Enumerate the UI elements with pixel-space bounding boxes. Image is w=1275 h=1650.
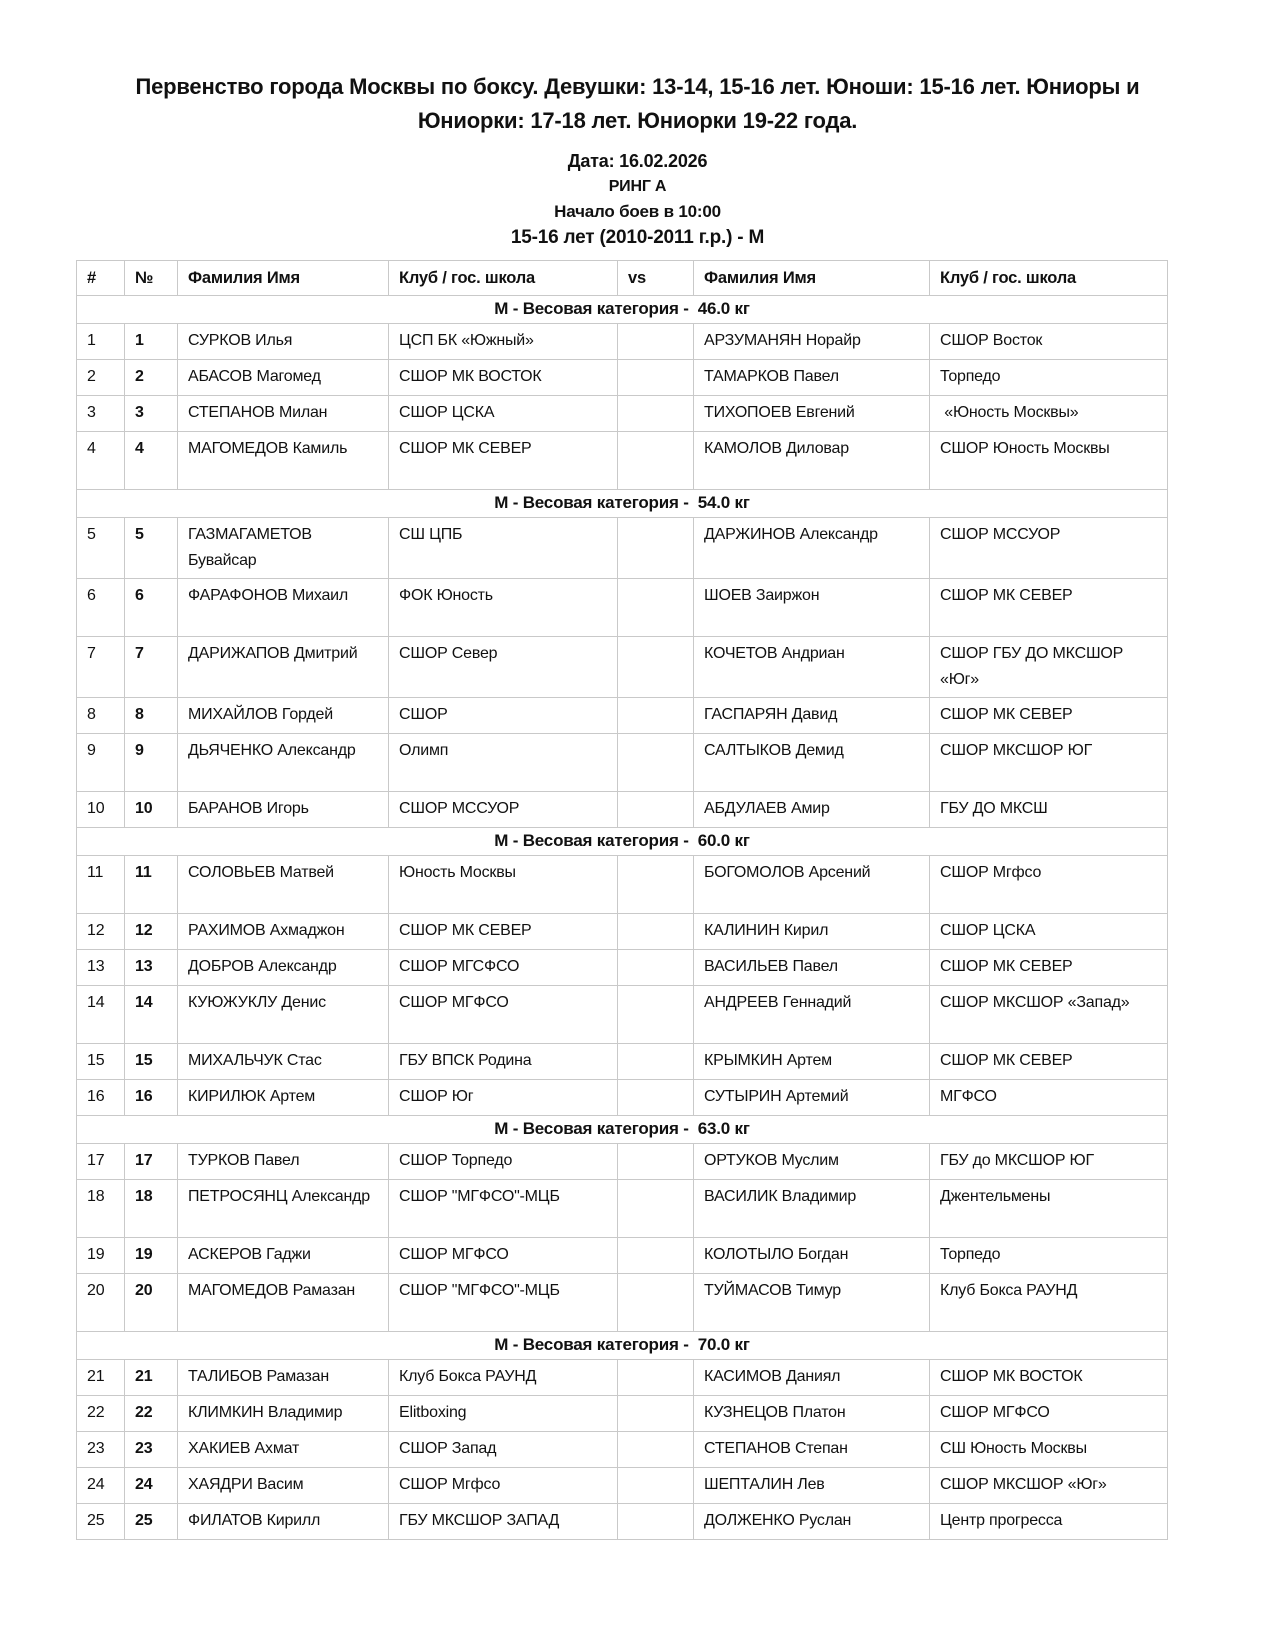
- blue-boxer-club: Джентельмены: [930, 1180, 1168, 1238]
- blue-boxer-name: КАЛИНИН Кирил: [694, 914, 930, 950]
- bout-row: [77, 1044, 1168, 1080]
- bout-number-cell: 1: [125, 324, 178, 360]
- bout-row: [77, 986, 1168, 1044]
- vs-cell: [618, 950, 694, 986]
- blue-boxer-club: СШОР МК СЕВЕР: [930, 950, 1168, 986]
- red-boxer-club: Elitboxing: [389, 1396, 618, 1432]
- vs-cell: [618, 1432, 694, 1468]
- bout-order-cell: 9: [77, 734, 125, 792]
- bout-number-cell: 17: [125, 1144, 178, 1180]
- bout-order-cell: 17: [77, 1144, 125, 1180]
- red-boxer-club: СШОР "МГФСО"-МЦБ: [389, 1180, 618, 1238]
- blue-boxer-club: ГБУ ДО МКСШ: [930, 792, 1168, 828]
- bout-order-cell: 4: [77, 432, 125, 490]
- red-boxer-club: СШОР МК СЕВЕР: [389, 432, 618, 490]
- blue-boxer-club: СШОР ГБУ ДО МКСШОР «Юг»: [930, 637, 1168, 698]
- bout-order-cell: 22: [77, 1396, 125, 1432]
- bout-number-cell: 14: [125, 986, 178, 1044]
- start-time-line: Начало боев в 10:00: [554, 202, 721, 221]
- blue-boxer-club: СШОР МК СЕВЕР: [930, 1044, 1168, 1080]
- bout-row: [77, 396, 1168, 432]
- vs-cell: [618, 324, 694, 360]
- bout-number-cell: 9: [125, 734, 178, 792]
- red-boxer-club: ФОК Юность: [389, 579, 618, 637]
- vs-cell: [618, 1396, 694, 1432]
- blue-boxer-name: ВАСИЛЬЕВ Павел: [694, 950, 930, 986]
- bout-row: [77, 637, 1168, 698]
- bout-number-cell: 12: [125, 914, 178, 950]
- blue-boxer-club: СШОР МК СЕВЕР: [930, 579, 1168, 637]
- red-boxer-club: СШОР МГСФСО: [389, 950, 618, 986]
- blue-boxer-name: АБДУЛАЕВ Амир: [694, 792, 930, 828]
- bout-row: [77, 579, 1168, 637]
- blue-boxer-name: КАСИМОВ Даниял: [694, 1360, 930, 1396]
- blue-boxer-club: СШОР МКСШОР ЮГ: [930, 734, 1168, 792]
- vs-cell: [618, 432, 694, 490]
- bout-row: [77, 1432, 1168, 1468]
- bout-number-cell: 22: [125, 1396, 178, 1432]
- bout-row: [77, 1360, 1168, 1396]
- bout-number-cell: 4: [125, 432, 178, 490]
- blue-boxer-name: КОЧЕТОВ Андриан: [694, 637, 930, 698]
- bout-order-cell: 8: [77, 698, 125, 734]
- blue-boxer-club: МГФСО: [930, 1080, 1168, 1116]
- bout-order-cell: 16: [77, 1080, 125, 1116]
- bout-number-cell: 5: [125, 518, 178, 579]
- bout-row: [77, 1080, 1168, 1116]
- red-boxer-club: СШОР Юг: [389, 1080, 618, 1116]
- document-header: [0, 70, 1275, 252]
- blue-boxer-name: КУЗНЕЦОВ Платон: [694, 1396, 930, 1432]
- blue-boxer-club: СШОР Юность Москвы: [930, 432, 1168, 490]
- bout-order-cell: 12: [77, 914, 125, 950]
- vs-cell: [618, 637, 694, 698]
- bout-number-cell: 15: [125, 1044, 178, 1080]
- vs-cell: [618, 1468, 694, 1504]
- red-boxer-name: МАГОМЕДОВ Камиль: [178, 432, 389, 490]
- bout-row: [77, 1144, 1168, 1180]
- bout-row: [77, 1396, 1168, 1432]
- weight-category-row: [77, 1332, 1168, 1360]
- blue-boxer-club: «Юность Москвы»: [930, 396, 1168, 432]
- bout-number-cell: 3: [125, 396, 178, 432]
- red-boxer-name: БАРАНОВ Игорь: [178, 792, 389, 828]
- date-line: Дата: 16.02.2026: [567, 151, 708, 171]
- bout-row: [77, 1180, 1168, 1238]
- bout-order-cell: 18: [77, 1180, 125, 1238]
- weight-category-row: [77, 296, 1168, 324]
- bout-number-cell: 6: [125, 579, 178, 637]
- vs-cell: [618, 914, 694, 950]
- red-boxer-name: СУРКОВ Илья: [178, 324, 389, 360]
- blue-boxer-name: ДОЛЖЕНКО Руслан: [694, 1504, 930, 1540]
- vs-cell: [618, 856, 694, 914]
- weight-category-row: [77, 490, 1168, 518]
- bout-number-cell: 8: [125, 698, 178, 734]
- col-header-order: #: [77, 261, 125, 296]
- red-boxer-name: ХАКИЕВ Ахмат: [178, 1432, 389, 1468]
- red-boxer-club: СШОР: [389, 698, 618, 734]
- red-boxer-club: СШОР МК СЕВЕР: [389, 914, 618, 950]
- col-header-number: №: [125, 261, 178, 296]
- vs-cell: [618, 1180, 694, 1238]
- bout-row: [77, 1468, 1168, 1504]
- weight-category-label: М - Весовая категория - 63.0 кг: [77, 1116, 1168, 1144]
- red-boxer-name: МИХАЙЛОВ Гордей: [178, 698, 389, 734]
- weight-category-label: М - Весовая категория - 70.0 кг: [77, 1332, 1168, 1360]
- bout-order-cell: 7: [77, 637, 125, 698]
- blue-boxer-club: Клуб Бокса РАУНД: [930, 1274, 1168, 1332]
- bout-number-cell: 21: [125, 1360, 178, 1396]
- col-header-red-name: Фамилия Имя: [178, 261, 389, 296]
- vs-cell: [618, 396, 694, 432]
- blue-boxer-name: КОЛОТЫЛО Богдан: [694, 1238, 930, 1274]
- blue-boxer-name: СУТЫРИН Артемий: [694, 1080, 930, 1116]
- red-boxer-name: КУЮЖУКЛУ Денис: [178, 986, 389, 1044]
- bout-order-cell: 14: [77, 986, 125, 1044]
- blue-boxer-name: ТАМАРКОВ Павел: [694, 360, 930, 396]
- red-boxer-name: ТАЛИБОВ Рамазан: [178, 1360, 389, 1396]
- red-boxer-club: Олимп: [389, 734, 618, 792]
- blue-boxer-name: КАМОЛОВ Диловар: [694, 432, 930, 490]
- bout-number-cell: 25: [125, 1504, 178, 1540]
- bout-order-cell: 1: [77, 324, 125, 360]
- blue-boxer-club: СШОР ЦСКА: [930, 914, 1168, 950]
- bout-row: [77, 1274, 1168, 1332]
- vs-cell: [618, 986, 694, 1044]
- blue-boxer-name: ВАСИЛИК Владимир: [694, 1180, 930, 1238]
- red-boxer-club: СШОР МССУОР: [389, 792, 618, 828]
- bout-row: [77, 698, 1168, 734]
- red-boxer-name: ДЬЯЧЕНКО Александр: [178, 734, 389, 792]
- bout-number-cell: 18: [125, 1180, 178, 1238]
- red-boxer-club: ГБУ МКСШОР ЗАПАД: [389, 1504, 618, 1540]
- red-boxer-name: АСКЕРОВ Гаджи: [178, 1238, 389, 1274]
- bout-order-cell: 5: [77, 518, 125, 579]
- vs-cell: [618, 360, 694, 396]
- blue-boxer-name: ДАРЖИНОВ Александр: [694, 518, 930, 579]
- page-title: Первенство города Москвы по боксу. Девушки: 13-14, 15-16 лет. Юноши: 15-16 лет. Юниоры и Юниорки: 17-18 лет. Юниорки 19-22 года.: [135, 74, 1140, 133]
- bout-number-cell: 7: [125, 637, 178, 698]
- bout-row: [77, 432, 1168, 490]
- red-boxer-name: ГАЗМАГАМЕТОВ Бувайсар: [178, 518, 389, 579]
- red-boxer-club: ЦСП БК «Южный»: [389, 324, 618, 360]
- red-boxer-club: СШОР "МГФСО"-МЦБ: [389, 1274, 618, 1332]
- vs-cell: [618, 792, 694, 828]
- blue-boxer-club: ГБУ до МКСШОР ЮГ: [930, 1144, 1168, 1180]
- red-boxer-name: СОЛОВЬЕВ Матвей: [178, 856, 389, 914]
- table-header-row: [77, 261, 1168, 296]
- blue-boxer-name: ГАСПАРЯН Давид: [694, 698, 930, 734]
- bout-order-cell: 25: [77, 1504, 125, 1540]
- vs-cell: [618, 579, 694, 637]
- red-boxer-club: Юность Москвы: [389, 856, 618, 914]
- bout-order-cell: 3: [77, 396, 125, 432]
- blue-boxer-name: БОГОМОЛОВ Арсений: [694, 856, 930, 914]
- bout-order-cell: 10: [77, 792, 125, 828]
- blue-boxer-name: КРЫМКИН Артем: [694, 1044, 930, 1080]
- bout-number-cell: 16: [125, 1080, 178, 1116]
- blue-boxer-club: СШОР Восток: [930, 324, 1168, 360]
- bout-order-cell: 19: [77, 1238, 125, 1274]
- blue-boxer-name: АРЗУМАНЯН Норайр: [694, 324, 930, 360]
- red-boxer-name: ПЕТРОСЯНЦ Александр: [178, 1180, 389, 1238]
- bout-row: [77, 792, 1168, 828]
- blue-boxer-name: АНДРЕЕВ Геннадий: [694, 986, 930, 1044]
- bout-number-cell: 10: [125, 792, 178, 828]
- bout-row: [77, 324, 1168, 360]
- red-boxer-name: ДОБРОВ Александр: [178, 950, 389, 986]
- bout-number-cell: 2: [125, 360, 178, 396]
- red-boxer-club: СШ ЦПБ: [389, 518, 618, 579]
- bout-number-cell: 19: [125, 1238, 178, 1274]
- red-boxer-club: Клуб Бокса РАУНД: [389, 1360, 618, 1396]
- weight-category-label: М - Весовая категория - 46.0 кг: [77, 296, 1168, 324]
- bout-number-cell: 23: [125, 1432, 178, 1468]
- bout-row: [77, 914, 1168, 950]
- bout-row: [77, 856, 1168, 914]
- weight-category-label: М - Весовая категория - 60.0 кг: [77, 828, 1168, 856]
- bout-row: [77, 734, 1168, 792]
- bout-row: [77, 360, 1168, 396]
- vs-cell: [618, 1274, 694, 1332]
- red-boxer-club: СШОР Север: [389, 637, 618, 698]
- red-boxer-name: РАХИМОВ Ахмаджон: [178, 914, 389, 950]
- red-boxer-club: ГБУ ВПСК Родина: [389, 1044, 618, 1080]
- blue-boxer-club: Центр прогресса: [930, 1504, 1168, 1540]
- bout-order-cell: 11: [77, 856, 125, 914]
- blue-boxer-club: СШОР МК СЕВЕР: [930, 698, 1168, 734]
- bout-order-cell: 15: [77, 1044, 125, 1080]
- red-boxer-name: ФАРАФОНОВ Михаил: [178, 579, 389, 637]
- red-boxer-club: СШОР МК ВОСТОК: [389, 360, 618, 396]
- bout-order-cell: 2: [77, 360, 125, 396]
- red-boxer-name: КИРИЛЮК Артем: [178, 1080, 389, 1116]
- red-boxer-club: СШОР Торпедо: [389, 1144, 618, 1180]
- col-header-blue-name: Фамилия Имя: [694, 261, 930, 296]
- red-boxer-name: КЛИМКИН Владимир: [178, 1396, 389, 1432]
- bout-order-cell: 21: [77, 1360, 125, 1396]
- bout-order-cell: 23: [77, 1432, 125, 1468]
- col-header-blue-club: Клуб / гос. школа: [930, 261, 1168, 296]
- bout-number-cell: 24: [125, 1468, 178, 1504]
- blue-boxer-name: СТЕПАНОВ Степан: [694, 1432, 930, 1468]
- weight-category-row: [77, 828, 1168, 856]
- blue-boxer-club: СШОР МК ВОСТОК: [930, 1360, 1168, 1396]
- vs-cell: [618, 734, 694, 792]
- red-boxer-name: МИХАЛЬЧУК Стас: [178, 1044, 389, 1080]
- red-boxer-name: ТУРКОВ Павел: [178, 1144, 389, 1180]
- blue-boxer-club: СШОР МГФСО: [930, 1396, 1168, 1432]
- col-header-red-club: Клуб / гос. школа: [389, 261, 618, 296]
- weight-category-row: [77, 1116, 1168, 1144]
- blue-boxer-club: Торпедо: [930, 360, 1168, 396]
- red-boxer-name: МАГОМЕДОВ Рамазан: [178, 1274, 389, 1332]
- bout-order-cell: 24: [77, 1468, 125, 1504]
- blue-boxer-name: ШОЕВ Заиржон: [694, 579, 930, 637]
- blue-boxer-club: СШОР МССУОР: [930, 518, 1168, 579]
- bout-number-cell: 13: [125, 950, 178, 986]
- blue-boxer-club: СШОР Мгфсо: [930, 856, 1168, 914]
- col-header-vs: vs: [618, 261, 694, 296]
- age-category-line: 15-16 лет (2010-2011 г.р.) - М: [510, 227, 765, 248]
- red-boxer-name: ДАРИЖАПОВ Дмитрий: [178, 637, 389, 698]
- blue-boxer-club: Торпедо: [930, 1238, 1168, 1274]
- red-boxer-name: СТЕПАНОВ Милан: [178, 396, 389, 432]
- red-boxer-name: ФИЛАТОВ Кирилл: [178, 1504, 389, 1540]
- red-boxer-name: ХАЯДРИ Васим: [178, 1468, 389, 1504]
- vs-cell: [618, 1080, 694, 1116]
- blue-boxer-club: СШОР МКСШОР «Запад»: [930, 986, 1168, 1044]
- bout-row: [77, 1504, 1168, 1540]
- vs-cell: [618, 1144, 694, 1180]
- vs-cell: [618, 518, 694, 579]
- bout-order-cell: 13: [77, 950, 125, 986]
- bout-order-cell: 6: [77, 579, 125, 637]
- bout-row: [77, 518, 1168, 579]
- vs-cell: [618, 1044, 694, 1080]
- pairings-table: [76, 260, 1168, 1540]
- blue-boxer-name: САЛТЫКОВ Демид: [694, 734, 930, 792]
- red-boxer-club: СШОР МГФСО: [389, 1238, 618, 1274]
- bout-row: [77, 1238, 1168, 1274]
- blue-boxer-name: ТУЙМАСОВ Тимур: [694, 1274, 930, 1332]
- table-body: [77, 296, 1168, 1540]
- vs-cell: [618, 1360, 694, 1396]
- vs-cell: [618, 1504, 694, 1540]
- blue-boxer-club: СШОР МКСШОР «Юг»: [930, 1468, 1168, 1504]
- red-boxer-club: СШОР ЦСКА: [389, 396, 618, 432]
- red-boxer-club: СШОР МГФСО: [389, 986, 618, 1044]
- red-boxer-club: СШОР Мгфсо: [389, 1468, 618, 1504]
- vs-cell: [618, 698, 694, 734]
- blue-boxer-name: ШЕПТАЛИН Лев: [694, 1468, 930, 1504]
- bout-row: [77, 950, 1168, 986]
- red-boxer-club: СШОР Запад: [389, 1432, 618, 1468]
- vs-cell: [618, 1238, 694, 1274]
- bout-number-cell: 20: [125, 1274, 178, 1332]
- blue-boxer-club: СШ Юность Москвы: [930, 1432, 1168, 1468]
- blue-boxer-name: ОРТУКОВ Муслим: [694, 1144, 930, 1180]
- blue-boxer-name: ТИХОПОЕВ Евгений: [694, 396, 930, 432]
- bout-number-cell: 11: [125, 856, 178, 914]
- ring-line: РИНГ А: [608, 178, 667, 195]
- red-boxer-name: АБАСОВ Магомед: [178, 360, 389, 396]
- bout-order-cell: 20: [77, 1274, 125, 1332]
- weight-category-label: М - Весовая категория - 54.0 кг: [77, 490, 1168, 518]
